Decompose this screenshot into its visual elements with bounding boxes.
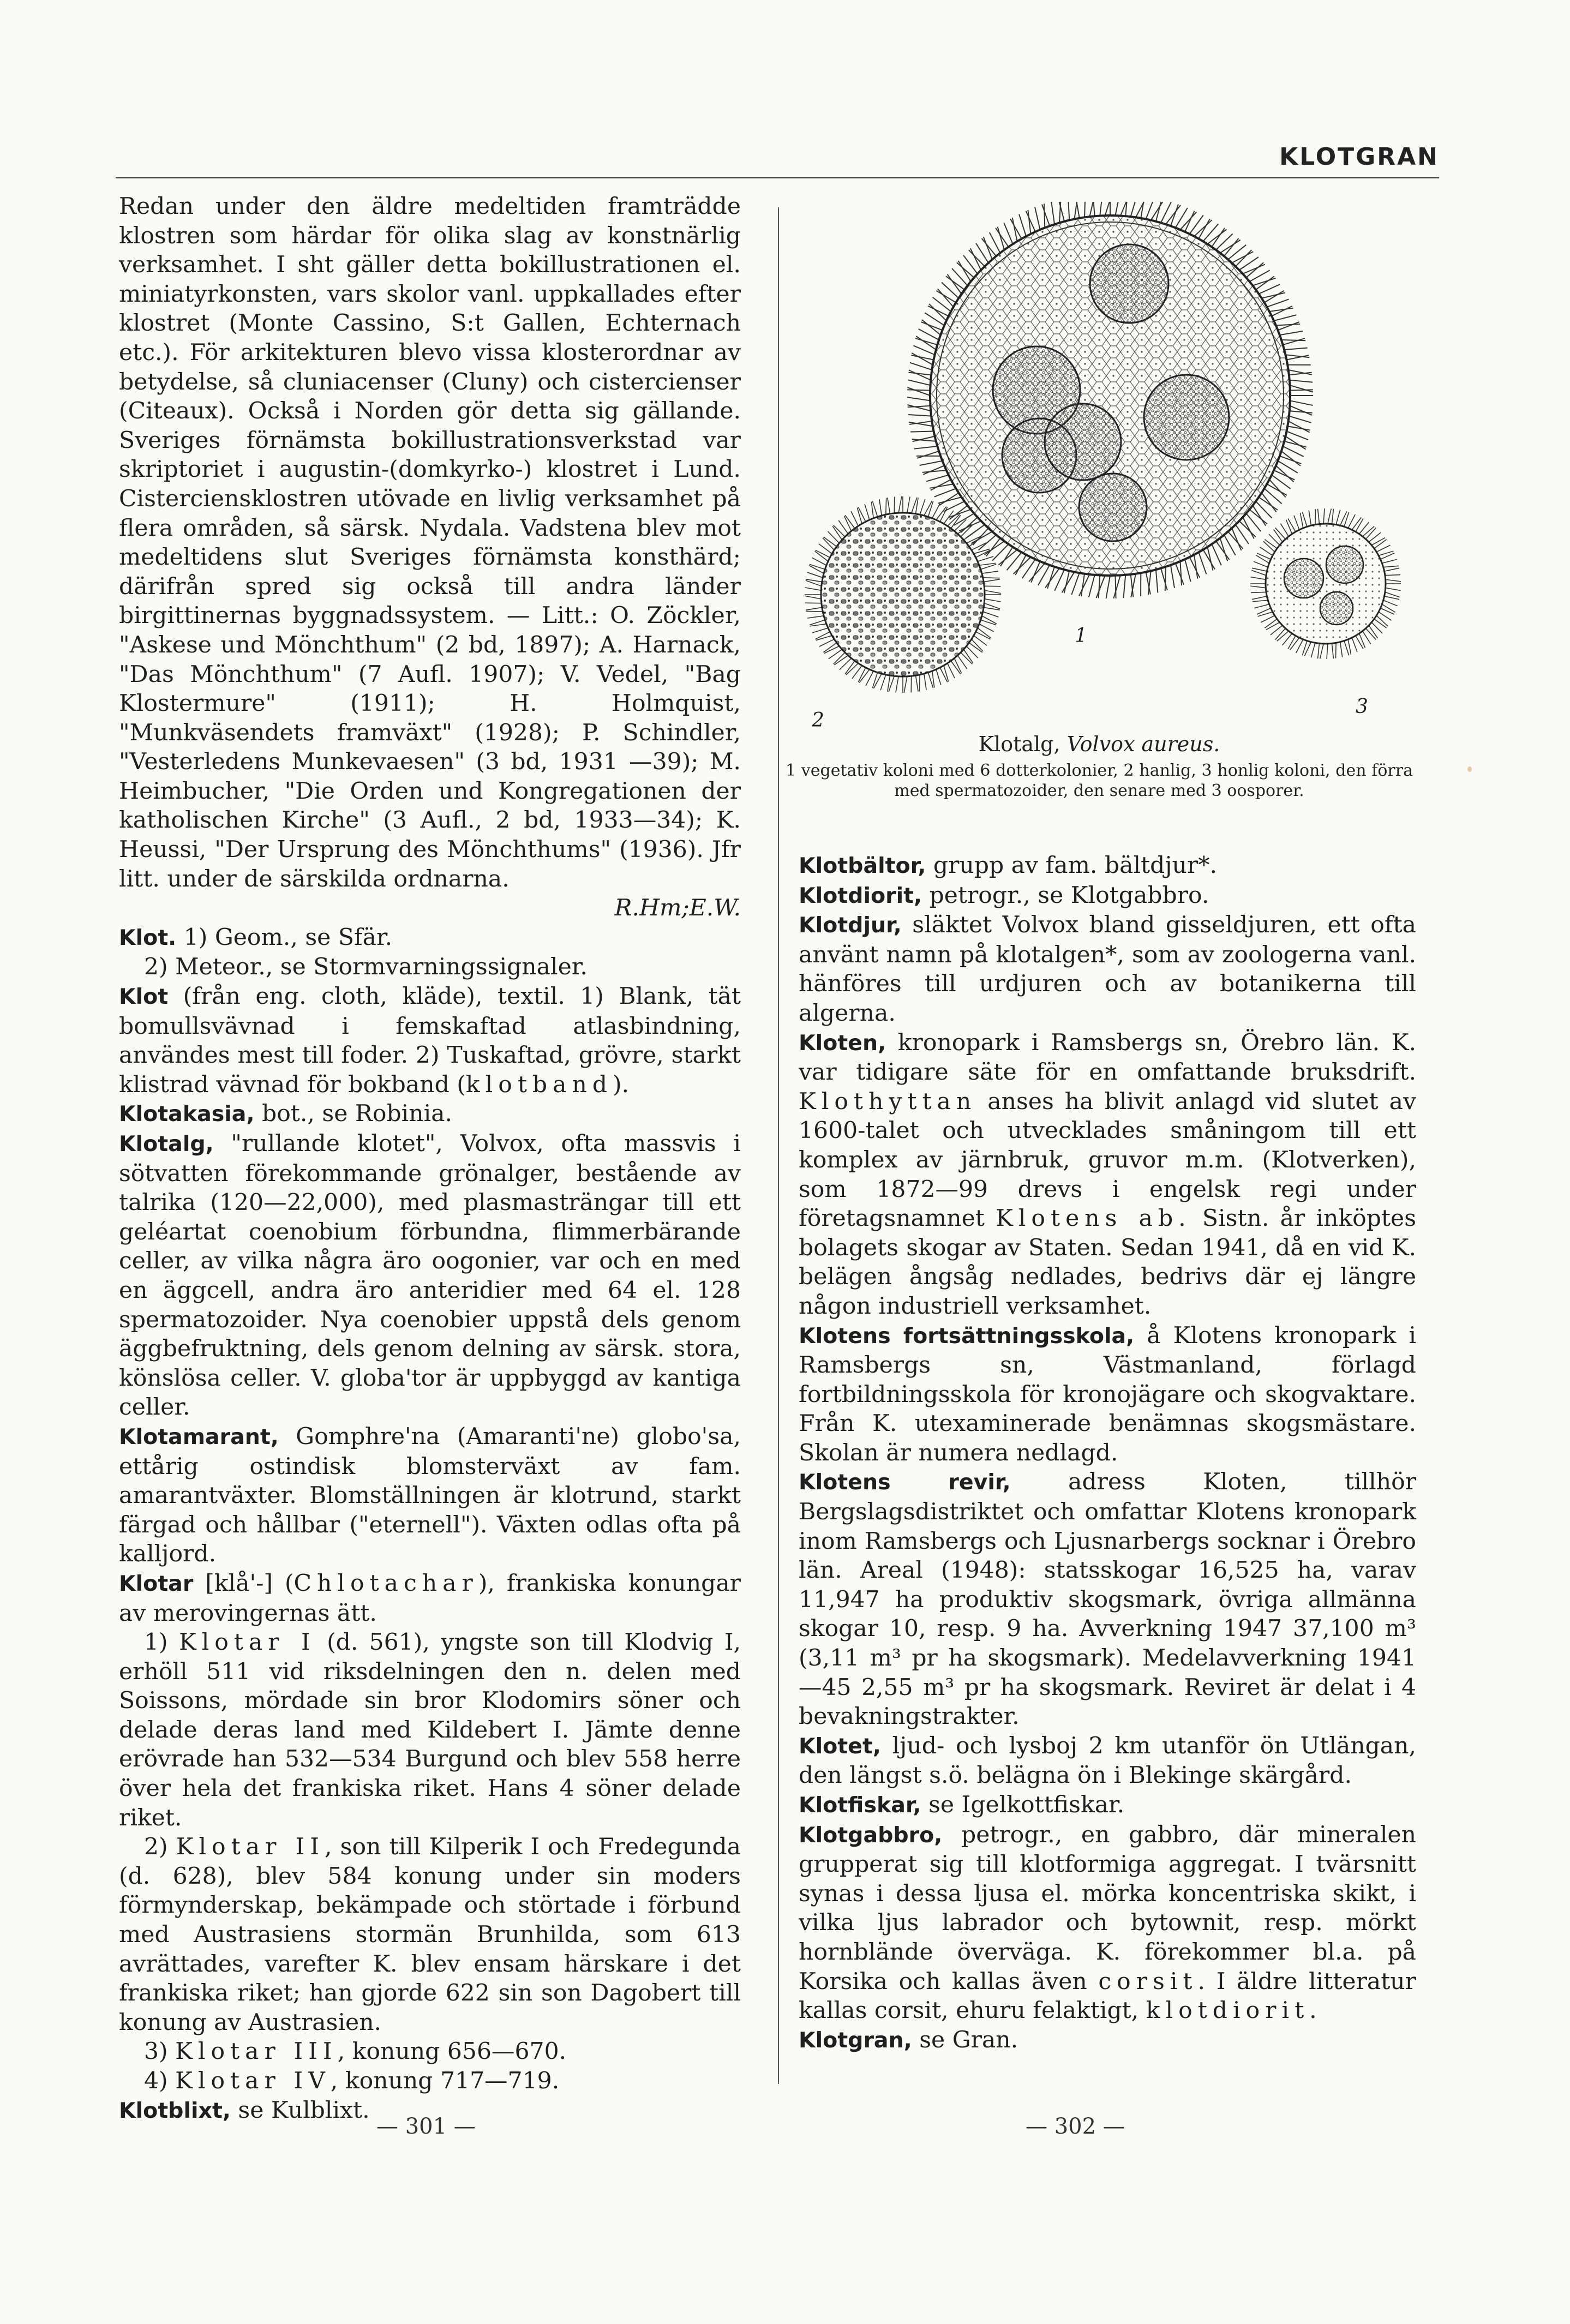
entry-klotamarant: Klotamarant, Gomphre'na (Amaranti'ne) globo'sa, ettårig ostindisk blomsterväxt av fam. amarantväxter. Blomställningen är klotrund, starkt färgad och hållbar ("eternell"). Växten odlas ofta på kalljord. <box>119 1423 741 1568</box>
intro-signature: R.Hm;E.W. <box>614 895 741 922</box>
klot-sense-1: 1) Geom., se Sfär. <box>183 924 393 951</box>
entry-klotgran: Klotgran, se Gran. <box>799 2026 1018 2053</box>
entry-klotakasia: Klotakasia, bot., se Robinia. <box>119 1100 453 1128</box>
headword-klotgran: Klotgran, <box>799 2027 912 2053</box>
page-number-right: — 302 — <box>1026 2114 1125 2139</box>
caption-text: 1 vegetativ koloni med 6 dotterkolonier, 2 hanlig, 3 honlig koloni, den förra med spermatozoider, den senare med 3 oosporer. <box>786 761 1413 800</box>
paper-blemish <box>1467 766 1472 772</box>
headword-klotar: Klotar <box>119 1571 194 1596</box>
colony-2 <box>805 496 1001 693</box>
running-head: KLOTGRAN <box>1279 143 1439 171</box>
figure-label-3: 3 <box>1356 696 1368 718</box>
headword-klotfiskar: Klotfiskar, <box>799 1793 921 1818</box>
column-divider <box>778 207 779 2084</box>
entry-klotfiskar: Klotfiskar, se Igelkottfiskar. <box>799 1792 1125 1818</box>
figure-caption <box>786 731 1413 801</box>
headword-klotakasia: Klotakasia, <box>119 1101 255 1127</box>
headword-klot-textile: Klot <box>119 984 169 1010</box>
entry-klotar: Klotar [klå'-] (Chlotachar), frankiska konungar av merovingernas ätt. <box>119 1570 741 1627</box>
volvox-drawing <box>780 202 1413 726</box>
headword-klotbaltor: Klotbältor, <box>799 853 926 878</box>
headword-klotens-fortsattningsskola: Klotens fortsättningsskola, <box>799 1323 1135 1349</box>
klotar-4: 4) Klotar IV, konung 717—719. <box>144 2068 560 2094</box>
right-column <box>799 851 1416 2055</box>
entry-klotet: Klotet, ljud- och lysboj 2 km utanför ön Utlängan, den längst s.ö. belägna ön i Blekinge skärgård. <box>799 1732 1417 1789</box>
entry-klotdjur: Klotdjur, släktet Volvox bland gisseldjuren, ett ofta använt namn på klotalgen*, som av zoologerna vanl. hänföres till urdjuren och av botanikerna till algerna. <box>799 912 1416 1027</box>
figure-label-1: 1 <box>1075 625 1087 647</box>
headword-klotalg: Klotalg, <box>119 1131 214 1157</box>
entry-klotalg: Klotalg, "rullande klotet", Volvox, ofta massvis i sötvatten förekommande grönalger, bestående av talrika (120—22,000), med plasmasträngar till ett geléartat coenobium förbundna, flimmerbärande celler, av vilka några äro oogonier, var och en med en äggcell, andra äro anteridier med 64 el. 128 spermatozoider. Nya coenobier uppstå dels genom äggbefruktning, dels genom delning av särsk. stora, könslösa celler. V. globa'tor är uppbyggd av kantiga celler. <box>119 1130 741 1421</box>
volvox-illustration <box>780 202 1413 747</box>
intro-paragraph: Redan under den äldre medeltiden framträdde klostren som härdar för olika slag av konstnärlig verksamhet. I sht gäller detta bokillustrationen el. miniatyrkonsten, vars skolor vanl. uppkallades efter klostret (Monte Cassino, S:t Gallen, Echternach etc.). För arkitekturen blevo vissa klosterordnar av betydelse, så cluniacenser (Cluny) och cistercienser (Citeaux). Också i Norden gör detta sig gällande. Sveriges förnämsta bokillustrationsverkstad var skriptoriet i augustin-(domkyrko-) klostret i Lund. Cisterciensklostren utövade en livlig verksamhet på flera områden, så särsk. Nydala. Vadstena blev mot medeltidens slut Sveriges förnämsta konsthärd; därifrån spred sig också till andra länder birgittinernas byggnadssystem. — Litt.: O. Zöckler, "Askese und Mönchthum" (2 bd, 1897); A. Harnack, "Das Mönchthum" (7 Aufl. 1907); V. Vedel, "Bag Klostermure" (1911); H. Holmquist, "Munkväsendets framväxt" (1928); P. Schindler, "Vesterledens Munkevaesen" (3 bd, 1931 —39); M. Heimbucher, "Die Orden und Kongregationen der katholischen Kirche" (3 Aufl., 2 bd, 1933—34); K. Heussi, "Der Ursprung des Mönchthums" (1936). Jfr litt. under de särskilda ordnarna. <box>119 193 741 893</box>
entry-klotens-revir: Klotens revir, adress Kloten, tillhör Bergslagsdistriktet och omfattar Klotens kronopark inom Ramsbergs och Ljusnarbergs socknar i Örebro län. Areal (1948): statsskogar 16,525 ha, varav 11,947 ha produktiv skogsmark, övriga allmänna skogar 10, resp. 9 ha. Avverkning 1947 37,100 m³ (3,11 m³ pr ha skogsmark). Medelavverkning 1941—45 2,55 m³ pr ha skogsmark. Reviret är delat i 4 bevakningstrakter. <box>799 1469 1417 1730</box>
headword-klotens-revir: Klotens revir, <box>799 1470 1011 1495</box>
entry-klotbaltor: Klotbältor, grupp av fam. bältdjur*. <box>799 852 1217 879</box>
header-rule <box>116 177 1439 178</box>
left-column <box>119 192 741 2125</box>
klotar-2: 2) Klotar II, son till Kilperik I och Fredegunda (d. 628), blev 584 konung under sin moders förmynderskap, bekämpade och störtade i förbund med Austrasiens stormän Brunhilda, som 613 avrättades, varefter K. blev ensam härskare i det frankiska riket; han gjorde 622 sin son Dagobert till konung av Austrasien. <box>119 1834 741 2036</box>
page-number-left: — 301 — <box>376 2114 476 2139</box>
klotar-3: 3) Klotar III, konung 656—670. <box>144 2038 567 2065</box>
entry-klotdiorit: Klotdiorit, petrogr., se Klotgabbro. <box>799 882 1209 909</box>
headword-klotet: Klotet, <box>799 1733 881 1759</box>
entry-klotens-fortsattningsskola: Klotens fortsättningsskola, å Klotens kronopark i Ramsbergs sn, Västmanland, förlagd fortbildningsskola för kronojägare och skogvaktare. Från K. utexaminerade benämnas skogsmästare. Skolan är numera nedlagd. <box>799 1322 1417 1466</box>
headword-klotblixt: Klotblixt, <box>119 2098 231 2123</box>
headword-klotamarant: Klotamarant, <box>119 1424 279 1449</box>
colony-1 <box>907 202 1313 598</box>
entry-klot <box>119 923 741 953</box>
headword-klotgabbro: Klotgabbro, <box>799 1822 943 1848</box>
entry-klotblixt: Klotblixt, se Kulblixt. <box>119 2097 370 2124</box>
entry-klotgabbro: Klotgabbro, petrogr., en gabbro, där mineralen grupperat sig till klotformiga aggregat. I tvärsnitt synas i dessa ljusa el. mörka koncentriska skikt, i vilka ljus labrador och bytownit, resp. mörkt hornblände överväga. K. förekommer bl.a. på Korsika och kallas även corsit. I äldre litteratur kallas corsit, ehuru felaktigt, klotdiorit. <box>799 1821 1416 2024</box>
entry-kloten: Kloten, kronopark i Ramsbergs sn, Örebro län. K. var tidigare säte för en omfattande bruksdrift. Klothyttan anses ha blivit anlagd vid slutet av 1600-talet och utvecklades småningom till ett komplex av järnbruk, gruvor m.m. (Klotverken), som 1872—99 drevs i engelsk regi under företagsnamnet Klotens ab. Sistn. år inköptes bolagets skogar av Staten. Sedan 1941, då en vid K. belägen ångsåg nedlades, bedrivs där ej längre någon industriell verksamhet. <box>799 1029 1416 1320</box>
figure-label-2: 2 <box>812 709 824 732</box>
headword-klotdjur: Klotdjur, <box>799 913 902 938</box>
klotar-1: 1) Klotar I (d. 561), yngste son till Klodvig I, erhöll 511 vid riksdelningen den n. delen med Soissons, mördade sin bror Klodomirs söner och delade deras land med Kildebert I. Jämte denne erövrade han 532—534 Burgund och blev 558 herre över hela det frankiska riket. Hans 4 söner delade riket. <box>119 1629 741 1831</box>
entry-klot-textile: Klot (från eng. cloth, kläde), textil. 1) Blank, tät bomullsvävnad i femskaftad atlasbindning, användes mest till foder. 2) Tuskaftad, grövre, starkt klistrad vävnad för bokband (klotband). <box>119 983 741 1098</box>
colony-3 <box>1250 508 1401 659</box>
headword-klotdiorit: Klotdiorit, <box>799 883 922 908</box>
caption-title: Klotalg, Volvox aureus. <box>978 732 1220 756</box>
headword-klot: Klot. <box>119 925 177 950</box>
klot-sense-2: 2) Meteor., se Stormvarningssignaler. <box>144 954 588 981</box>
headword-kloten: Kloten, <box>799 1030 886 1056</box>
